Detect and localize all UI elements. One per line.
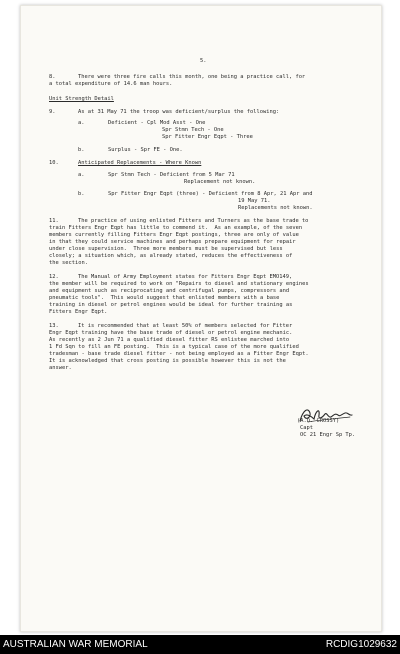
para10-a-label: a. [78,172,85,178]
para9-a-label: a. [78,120,85,126]
para10-number: 10. [49,160,59,166]
para9-b-line: Surplus - Spr FE - One. [108,147,183,153]
para11-line: The practice of using enlisted Fitters and Turners as the base trade to [78,218,309,224]
para11-line: members currently filling Fitters Engr Eqpt postings, three are only of value [49,232,299,238]
para9-a-line3: Spr Fitter Engr Eqpt - Three [162,134,253,140]
para13-line: 1 Fd Sqn to fill an FE posting. This is a typical case of the more qualified [49,344,299,350]
para9-a-line2: Spr Stmn Tech - One [162,127,224,133]
para12-number: 12. [49,274,59,280]
para11-line: in that they could service machines and perhaps prepare equipment for repair [49,239,296,245]
para10-b-line2: 19 May 71. [238,198,271,204]
para11-line: the section. [49,260,88,266]
page-number: 5. [200,58,207,64]
para12-line: the member will be required to work on "Repairs to diesel and stationary engines [49,281,309,287]
para11-line: train Fitters Engr Eqpt has little to commend it. As an example, of the seven [49,225,303,231]
para11-line: closely; a situation which, as already stated, reduces the effectiveness of [49,253,293,259]
para8-number: 8. [49,74,56,80]
para13-line: Engr Eqpt training have the base trade of diesel or petrol engine mechanic. [49,330,293,336]
para12-line: Fitters Engr Eqpt. [49,309,108,315]
signature-rank: Capt [300,425,313,431]
para11-number: 11. [49,218,59,224]
para8-line2: a total expenditure of 14.6 man hours. [49,81,173,87]
document-body [21,6,381,631]
archive-footer [0,635,400,654]
unit-strength-heading: Unit Strength Detail [49,96,114,102]
para10-a-line2: Replacement not known. [184,179,256,185]
para12-line: The Manual of Army Employment states for Fitters Engr Eqpt EMO149, [78,274,293,280]
para13-line: tradesman - base trade diesel fitter - not being employed as a Fitter Engr Eqpt. [49,351,309,357]
para9-intro: As at 31 May 71 the troop was deficient/surplus the following: [78,109,280,115]
para12-line: training in diesel or petrol engines would be ideal for further training as [49,302,293,308]
para10-b-line1: Spr Fitter Engr Eqpt (three) - Deficient from 8 Apr, 21 Apr and [108,191,313,197]
para13-line: answer. [49,365,72,371]
para13-number: 13. [49,323,59,329]
para8-line1: There were three fire calls this month, one being a practice call, for [78,74,306,80]
signature-name: (A.D. CROSSY) [297,418,340,424]
para12-line: pneumatic tools". This would suggest that enlisted members with a base [49,295,280,301]
document-page [20,5,382,632]
para12-line: and equipment such as reciprocating and centrifugal pumps, compressors and [49,288,290,294]
para9-a-line1: Deficient - Cpl Mod Asst - One [108,120,206,126]
para13-line: It is acknowledged that cross posting is possible however this is not the [49,358,286,364]
footer-institution: AUSTRALIAN WAR MEMORIAL [3,639,148,650]
para9-number: 9. [49,109,56,115]
para9-b-label: b. [78,147,85,153]
para10-b-label: b. [78,191,85,197]
para11-line: under close supervision. Three more members must be supervised but less [49,246,283,252]
para13-line: It is recommended that at least 50% of members selected for Fitter [78,323,293,329]
para10-heading: Anticipated Replacements - Where Known [78,160,202,166]
para13-line: As recently as 2 Jun 71 a qualified diesel fitter RS enlistee marched into [49,337,290,343]
signature-unit: OC 21 Engr Sp Tp. [300,432,356,438]
para10-b-line3: Replacements not known. [238,205,313,211]
para10-a-line1: Spr Stmn Tech - Deficient from 5 Mar 71 [108,172,235,178]
footer-record-id: RCDIG1029632 [325,639,397,650]
